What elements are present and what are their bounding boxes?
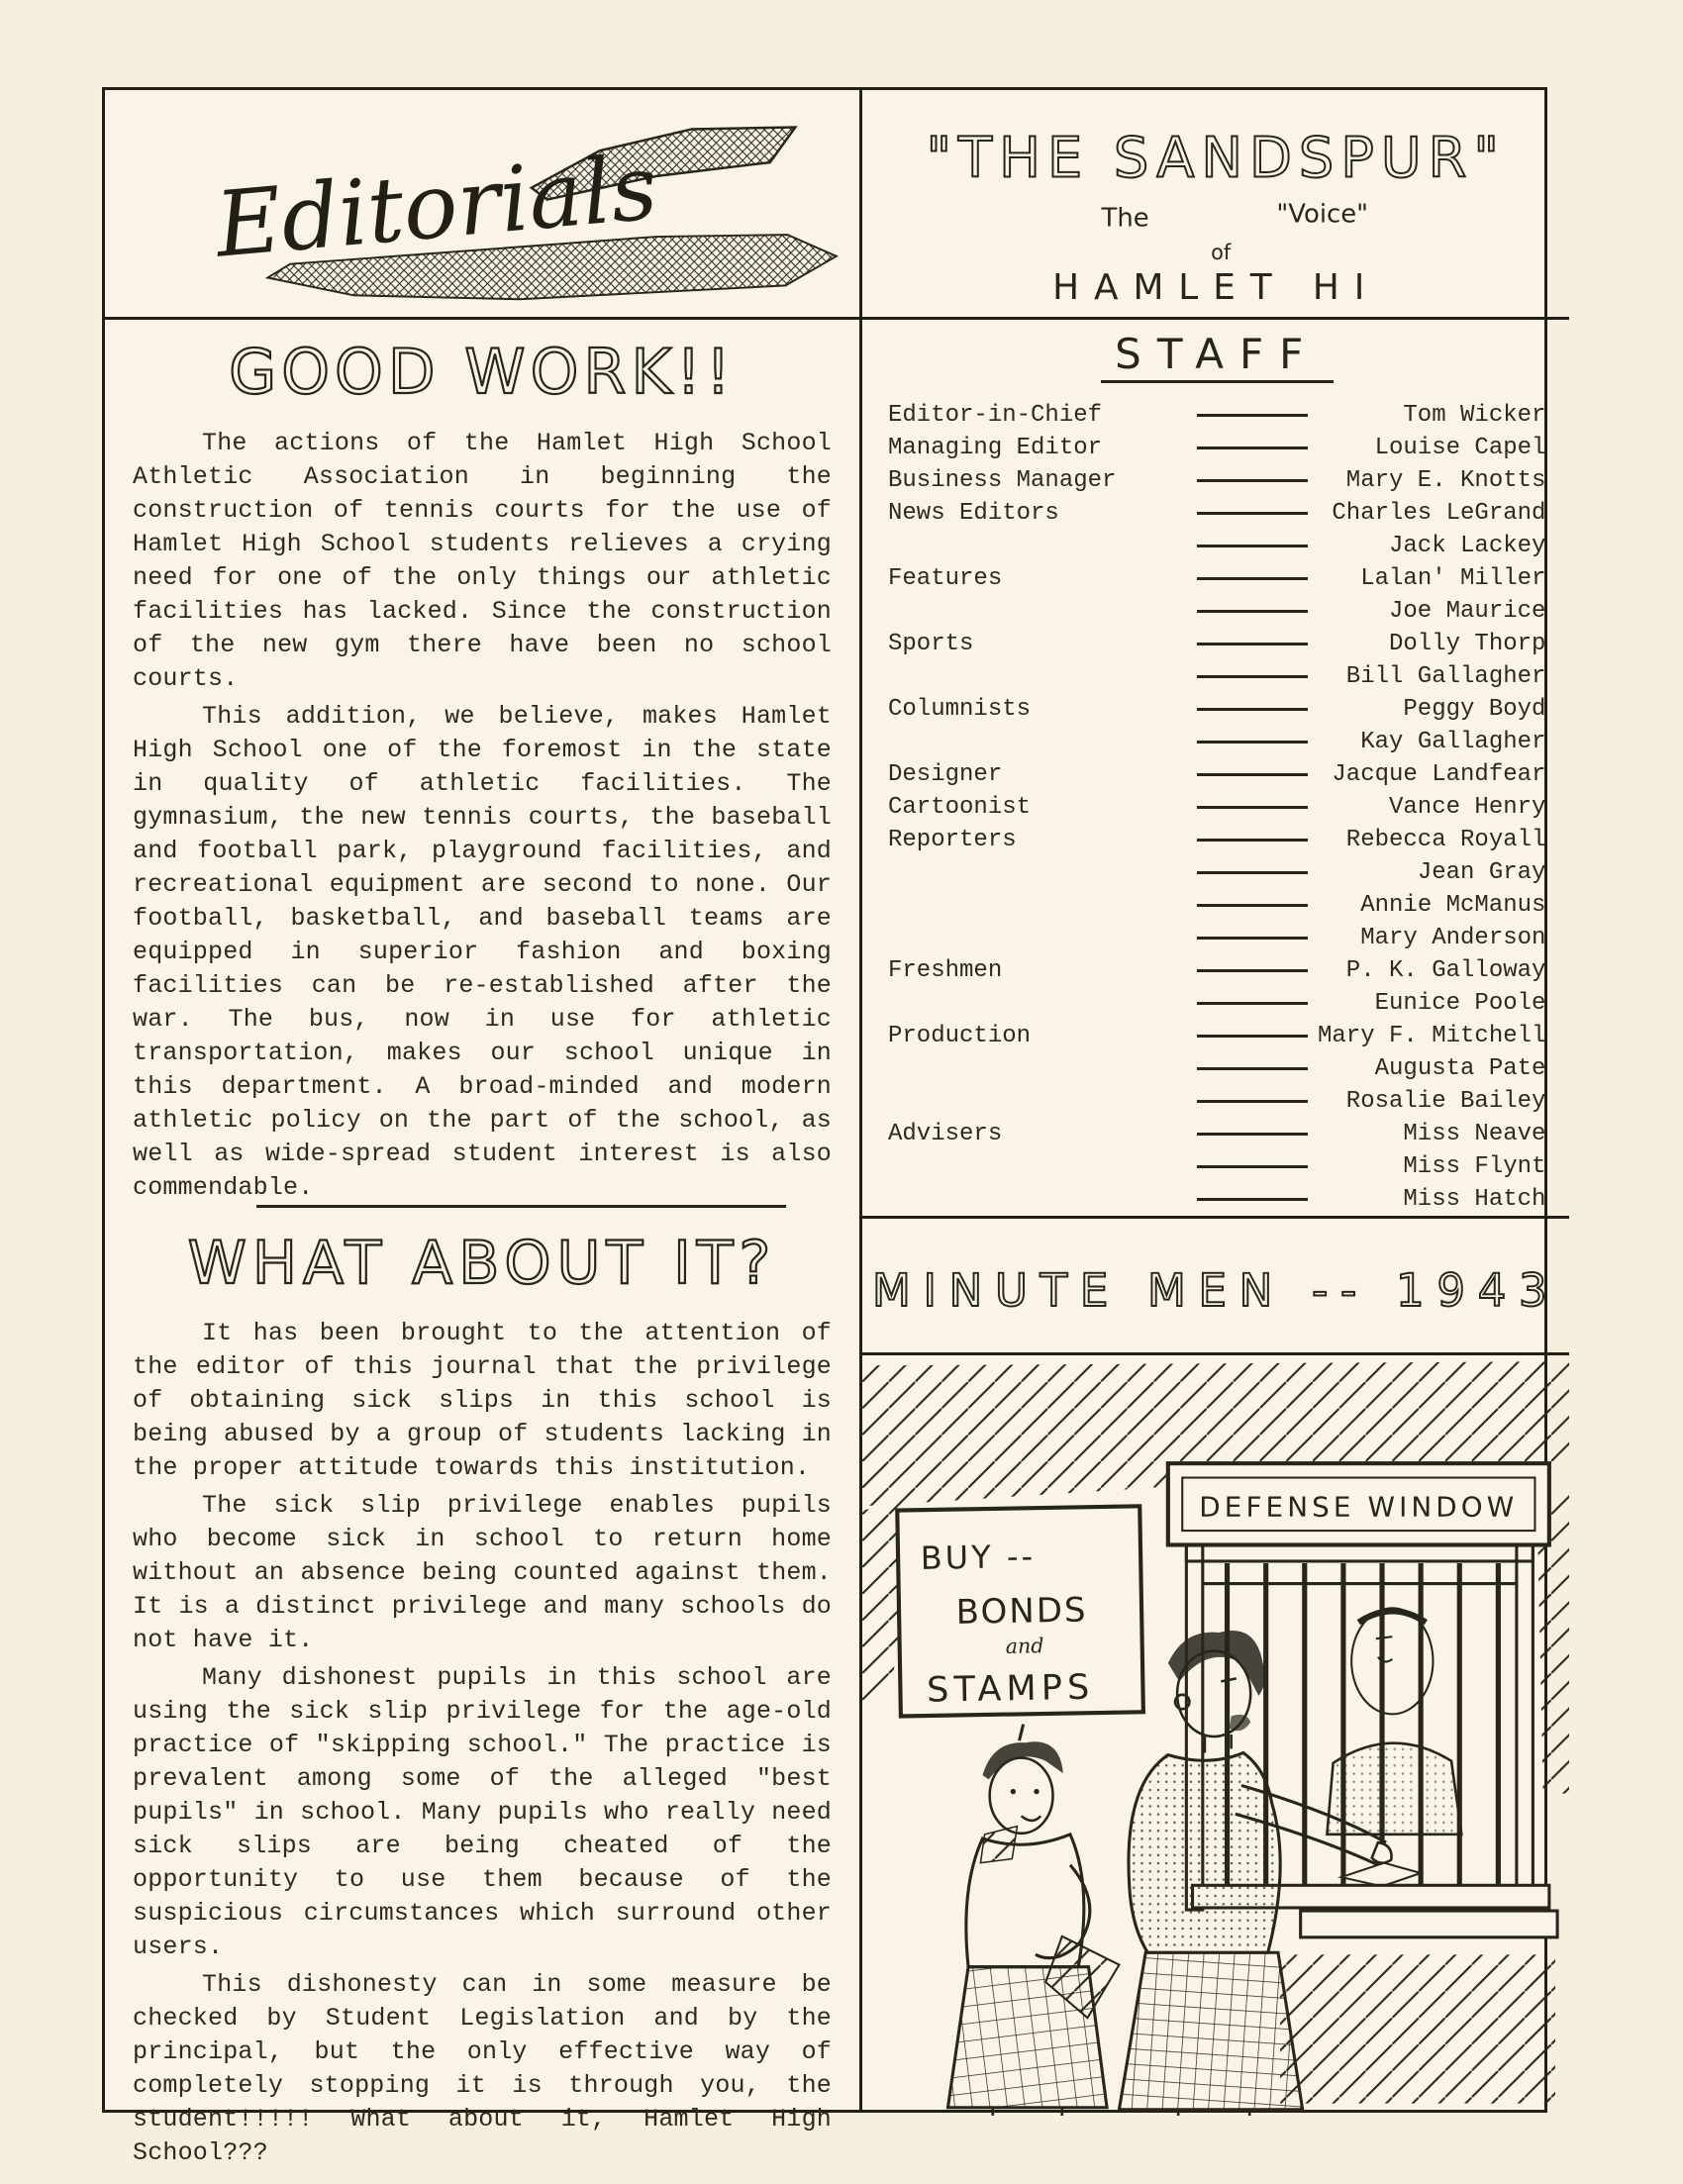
staff-name: Annie McManus [1360,892,1546,919]
staff-row [888,432,1545,464]
staff-dash-line [1197,675,1308,678]
staff-dash-line [1197,871,1308,874]
defense-window-sign [1168,1463,1549,1544]
what-about-it-heading-text: WHAT ABOUT IT? [187,1229,777,1298]
staff-name: Mary E. Knotts [1345,467,1546,494]
staff-name: Miss Flynt [1403,1153,1546,1180]
minute-men-title-art [862,1219,1569,1352]
staff-dash-line [1197,643,1308,645]
hatching-bottom-right [1280,1954,1555,2103]
staff-role: Freshmen [888,957,1003,984]
editorials-header [105,90,859,320]
staff-row [888,954,1545,987]
staff-dash-line [1197,773,1308,776]
staff-name: Miss Neave [1403,1121,1546,1147]
staff-row [888,595,1545,628]
staff-row [888,1118,1545,1150]
staff-row [888,1183,1545,1216]
masthead-school-name: HAMLET HI [1052,267,1380,309]
staff-row [888,1052,1545,1085]
sign-line-buy: BUY -- [920,1537,1037,1577]
staff-dash-line [1197,577,1308,580]
woman-waiting [947,1725,1119,2116]
staff-name: Rosalie Bailey [1345,1088,1546,1115]
staff-heading-underline [1101,380,1334,383]
staff-role: News Editors [888,500,1059,527]
staff-name: Jean Gray [1417,859,1546,886]
staff-dash-line [1197,512,1308,515]
staff-row [888,399,1545,432]
staff-heading: STAFF [1115,330,1320,378]
staff-row [888,726,1545,758]
staff-row [888,824,1545,856]
masthead-of: of [1211,241,1232,265]
masthead-the: The [1101,203,1149,234]
staff-name: P. K. Galloway [1345,957,1546,984]
staff-name: Augusta Pate [1374,1055,1546,1082]
staff-row [888,791,1545,824]
staff-name: Rebecca Royall [1345,827,1546,853]
staff-dash-line [1197,479,1308,482]
staff-section [862,320,1569,1219]
staff-role: Cartoonist [888,794,1032,821]
staff-name: Joe Maurice [1389,598,1546,625]
staff-name: Mary F. Mitchell [1318,1023,1546,1049]
article-paragraph: It has been brought to the attention of the editor of this journal that the privilege of obtaining sick slips in this school is being abused by a group of students lacking in the proper attitude towards this institution. [133,1319,832,1482]
staff-row [888,987,1545,1020]
masthead [862,90,1569,320]
staff-name: Jacque Landfear [1332,761,1546,788]
staff-row [888,464,1545,497]
staff-dash-line [1197,806,1308,809]
staff-dash-line [1197,708,1308,711]
staff-dash-line [1197,545,1308,547]
staff-dash-line [1197,969,1308,972]
staff-dash-line [1197,839,1308,842]
article-paragraph: This dishonesty can in some measure be checked by Student Legislation and by the principal, but the only effective way of completely stopping it is through you, the student!!!!! What about it, Hamlet High School??? [133,1970,832,2167]
article-paragraph: This addition, we believe, makes Hamlet High School one of the foremost in the state in quality of athletic facilities. The gymnasium, the new tennis courts, the baseball and football park, playground facilities, and recreational equipment are second to none. Our football, basketball, and baseball teams are equipped in superior fashion and boxing facilities can be re-established after the war. The bus, now in use for athletic transportation, makes our school unique in this department. A broad-minded and modern athletic policy on the part of the school, as well as wide-spread student interest is also commendable. [133,702,832,1202]
staff-row [888,922,1545,954]
what-about-it-heading [133,1218,833,1313]
staff-name: Louise Capel [1374,435,1546,461]
staff-row [888,660,1545,693]
staff-name: Tom Wicker [1403,402,1546,429]
staff-name: Lalan' Miller [1360,565,1546,592]
staff-dash-line [1197,1165,1308,1168]
staff-name: Jack Lackey [1389,533,1546,559]
staff-name: Mary Anderson [1360,925,1546,951]
editorials-script-title: Editorials [211,136,662,278]
staff-dash-line [1197,1067,1308,1070]
sign-line-stamps: STAMPS [926,1667,1095,1711]
staff-role: Designer [888,761,1003,788]
minute-men-title-text: MINUTE MEN -- 1943 [872,1264,1560,1318]
staff-role: Editor-in-Chief [888,402,1103,429]
staff-dash-line [1197,937,1308,940]
staff-name: Vance Henry [1389,794,1546,821]
staff-role: Columnists [888,696,1032,723]
staff-role: Business Manager [888,467,1117,494]
staff-name: Charles LeGrand [1332,500,1546,527]
staff-dash-line [1197,1198,1308,1201]
newspaper-page [102,87,1560,2167]
paper-title: "THE SANDSPUR" [926,126,1506,191]
article-paragraph: The actions of the Hamlet High School Athletic Association in beginning the construction of tennis courts for the use of Hamlet High School students relieves a crying need for one of the only things our athletic facilities has lacked. Since the construction of the new gym there have been no school courts. [133,429,832,693]
right-column [862,90,1569,2110]
staff-dash-line [1197,610,1308,613]
staff-dash-line [1197,1035,1308,1038]
left-column [105,90,862,2167]
staff-list [888,399,1545,1216]
staff-name: Eunice Poole [1374,990,1546,1017]
staff-name: Miss Hatch [1403,1186,1546,1213]
staff-dash-line [1197,1002,1308,1005]
staff-dash-line [1197,741,1308,744]
editorials-script-art [105,90,859,317]
staff-row [888,1150,1545,1183]
good-work-heading [133,328,833,423]
staff-name: Bill Gallagher [1345,663,1546,690]
article-paragraph: The sick slip privilege enables pupils who become sick in school to return home without an absence being counted against them. It is a distinct privilege and many schools do not have it. [133,1491,832,1654]
staff-dash-line [1197,904,1308,907]
article-paragraph: Many dishonest pupils in this school are using the sick slip privilege for the age-old practice of "skipping school." The practice is prevalent among some of the alleged "best pupils" in school. Many pupils who really need sick slips are being cheated of the opportunity to use them because of the suspicious circumstances which surround other users. [133,1663,832,1961]
staff-row [888,628,1545,660]
sign-line-bonds: BONDS [955,1590,1088,1633]
staff-role: Sports [888,631,974,657]
defense-window-label: DEFENSE WINDOW [1199,1490,1519,1524]
staff-dash-line [1197,1100,1308,1103]
staff-role: Managing Editor [888,435,1103,461]
staff-row [888,497,1545,530]
staff-role: Features [888,565,1003,592]
staff-row [888,758,1545,791]
masthead-voice: "Voice" [1276,199,1369,230]
staff-name: Dolly Thorp [1389,631,1546,657]
good-work-heading-text: GOOD WORK!! [229,336,736,408]
clerk-figure [1327,1608,1461,1835]
cartoon-art [862,1355,1569,2116]
minute-men-title-band [862,1219,1569,1355]
bonds-sign [897,1506,1143,1716]
staff-row [888,562,1545,595]
sign-line-and: and [1005,1634,1044,1658]
staff-row [888,530,1545,562]
staff-row [888,889,1545,922]
staff-row [888,693,1545,726]
staff-row [888,1020,1545,1052]
staff-dash-line [1197,414,1308,417]
staff-row [888,856,1545,889]
editorial-articles [105,320,859,2184]
minute-men-cartoon [862,1355,1569,2116]
staff-role: Production [888,1023,1032,1049]
staff-dash-line [1197,1133,1308,1136]
staff-role: Advisers [888,1121,1003,1147]
staff-dash-line [1197,447,1308,449]
staff-row [888,1085,1545,1118]
staff-role: Reporters [888,827,1017,853]
staff-name: Peggy Boyd [1403,696,1546,723]
masthead-art [862,90,1569,317]
staff-name: Kay Gallagher [1360,729,1546,755]
commendable-underline-rule [256,1205,786,1208]
